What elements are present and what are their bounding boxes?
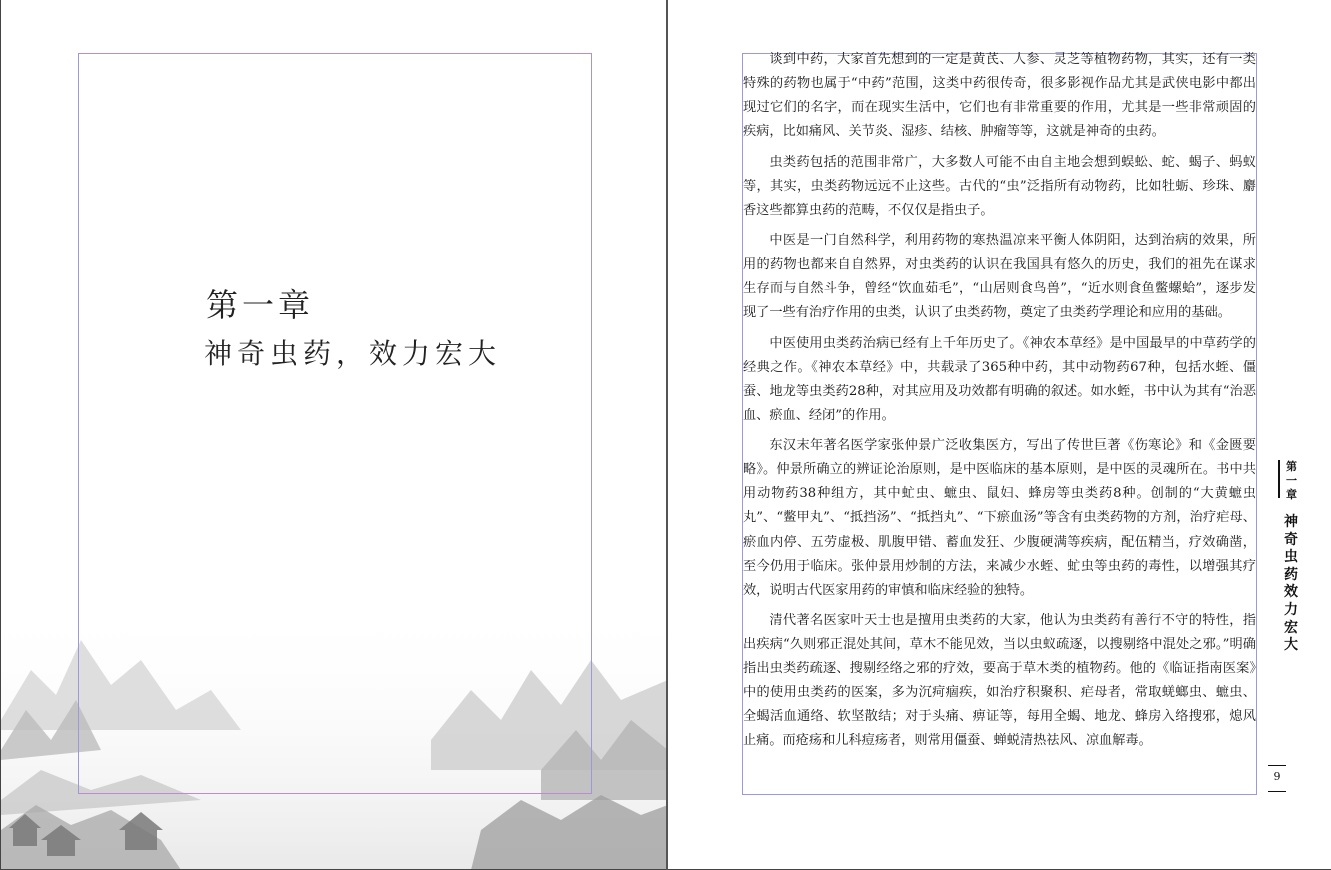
paragraph: 东汉末年著名医学家张仲景广泛收集医方，写出了传世巨著《伤寒论》和《金匮要略》。仲景所确立的辨证论治原则，是中医临床的基本原则，是中医的灵魂所在。书中共用动物药38种组方，其中虻虫、蟅虫、鼠妇、蜂房等虫类药8种。创制的“大黄蟅虫丸”、“鳖甲丸”、“抵挡汤”、“抵挡丸”、“下瘀血汤”等含有虫类药物的方剂，治疗疟母、瘀血内停、五劳虚极、肌腹甲错、蓄血发狂、少腹硬满等疾病，配伍精当，疗效确凿，至今仍用于临床。张仲景用炒制的方法，来减少水蛭、虻虫等虫药的毒性，以增强其疗效，说明古代医家用药的审慎和临床经验的独特。 [743, 438, 1256, 598]
chapter-title: 神奇虫药，效力宏大 [204, 337, 502, 370]
side-tab-chapter: 第一章 [1286, 460, 1297, 501]
right-page [668, 0, 1331, 870]
body-text [743, 48, 1256, 760]
page-number: 9 [1273, 770, 1281, 783]
side-tab-bar [1278, 460, 1280, 498]
side-tab-title: 神奇虫药效力宏大 [1284, 514, 1298, 654]
paragraph: 清代著名医家叶天士也是擅用虫类药的大家，他认为虫类药有善行不守的特性，指出疾病“久则邪正混处其间，草木不能见效，当以虫蚁疏逐，以搜剔络中混处之邪。”明确指出虫类药疏逐、搜剔经络之邪的疗效，要高于草木类的植物药。他的《临证指南医案》中的使用虫类药的医案，多为沉疴痼疾，如治疗积聚积、疟母者，常取蜣螂虫、蟅虫、全蝎活血通络、软坚散结；对于头痛、痹证等，每用全蝎、地龙、蜂房入络搜邪，熄风止痛。而疮疡和儿科痘疡者，则常用僵蚕、蝉蜕清热祛风、凉血解毒。 [743, 613, 1256, 749]
paragraph: 虫类药包括的范围非常广，大多数人可能不由自主地会想到蜈蚣、蛇、蝎子、蚂蚁等，其实，虫类药物远远不止这些。古代的“虫”泛指所有动物药，比如牡蛎、珍珠、麝香这些都算虫药的范畴，不仅仅是指虫子。 [743, 154, 1256, 218]
folio-rule-top [1268, 765, 1286, 766]
paragraph: 谈到中药，大家首先想到的一定是黄芪、人参、灵芝等植物药物，其实，还有一类特殊的药物也属于“中药”范围，这类中药很传奇，很多影视作品尤其是武侠电影中都出现过它们的名字，而在现实生活中，它们也有非常重要的作用，尤其是一些非常顽固的疾病，比如痛风、关节炎、湿疹、结核、肿瘤等等，这就是神奇的虫药。 [743, 52, 1256, 140]
paragraph: 中医使用虫类药治病已经有上千年历史了。《神农本草经》是中国最早的中草药学的经典之作。《神农本草经》中，共载录了365种中药，其中动物药67种，包括水蛭、僵蚕、地龙等虫类药28种，对其应用及功效都有明确的叙述。如水蛭，书中认为其有“治恶血、瘀血、经闭”的作用。 [743, 335, 1256, 423]
left-text-frame [78, 53, 592, 794]
folio-rule-bottom [1268, 791, 1286, 792]
chapter-number: 第一章 [206, 286, 315, 324]
paragraph: 中医是一门自然科学，利用药物的寒热温凉来平衡人体阴阳，达到治病的效果，所用的药物也都来自自然界，对虫类药的认识在我国具有悠久的历史，我们的祖先在谋求生存而与自然斗争，曾经“饮血茹毛”，“山居则食鸟兽”，“近水则食鱼鳖螺蛤”，逐步发现了一些有治疗作用的虫类，认识了虫类药物，奠定了虫类药学理论和应用的基础。 [743, 233, 1256, 321]
